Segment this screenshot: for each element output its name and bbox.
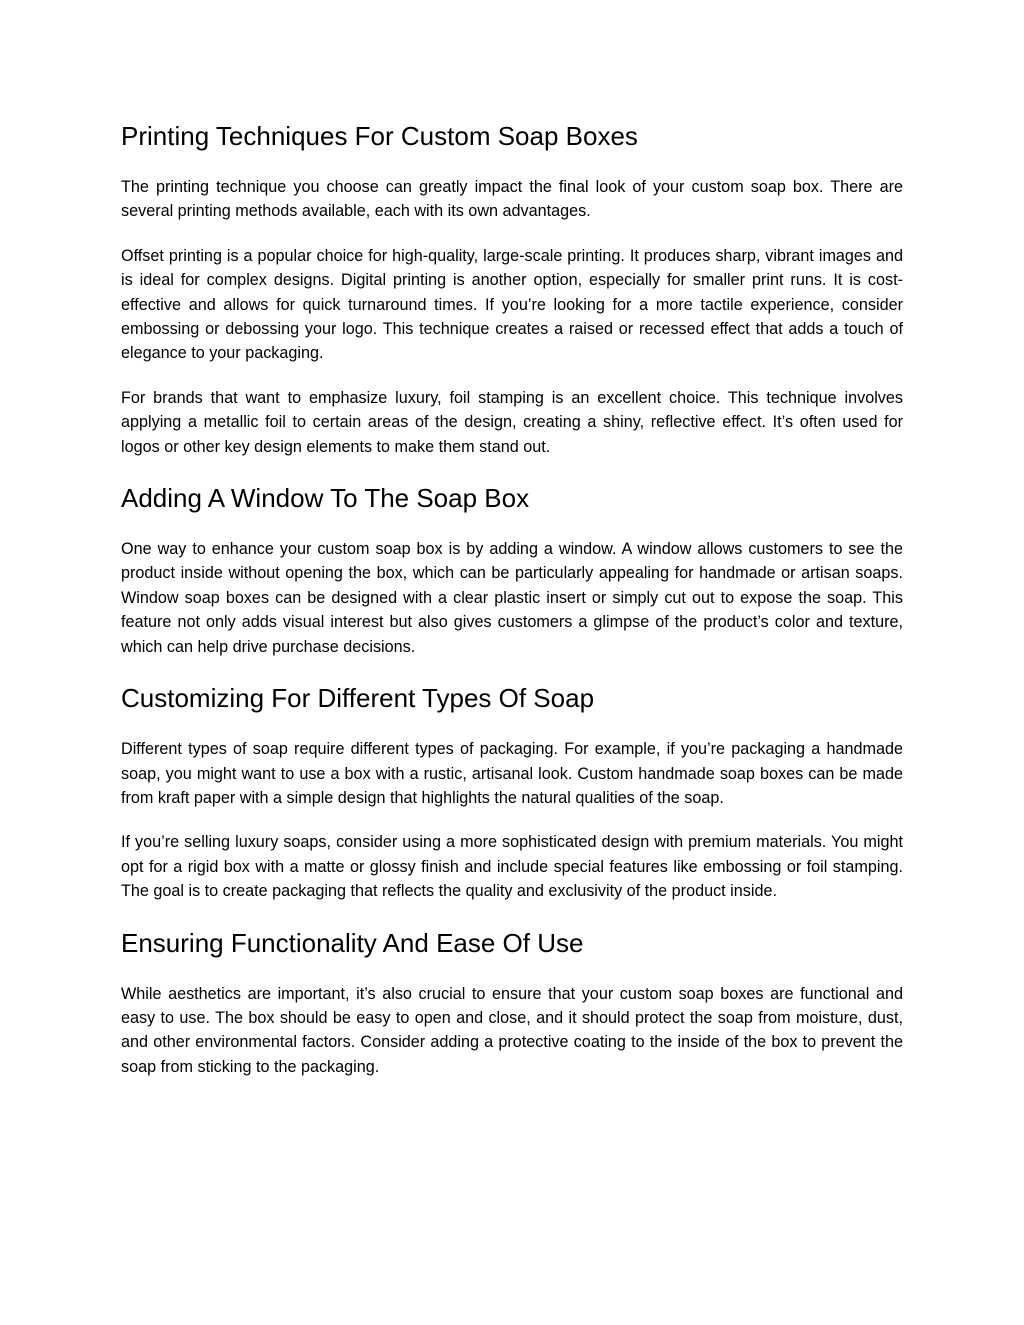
paragraph-offset-digital-printing: Offset printing is a popular choice for high-quality, large-scale printing. It produces sharp, vibrant images and is ideal for complex designs. Digital printing is another option, especially for smaller print runs. It is cost-effective and allows for quick turnaround times. If you’re looking for a more tactile experience, consider embossing or debossing your logo. This technique creates a raised or recessed effect that adds a touch of elegance to your packaging. — [121, 246, 903, 363]
section-heading-customizing-soap-types: Customizing For Different Types Of Soap — [121, 683, 595, 714]
paragraph-window-soap-box: One way to enhance your custom soap box is by adding a window. A window allows customers to see the product inside without opening the box, which can be particularly appealing for handmade or artisan soaps. Window soap boxes can be designed with a clear plastic insert or simply cut out to expose the soap. This feature not only adds visual interest but also gives customers a glimpse of the product’s color and texture, which can help drive purchase decisions. — [121, 540, 903, 656]
paragraph-handmade-soap-packaging: Different types of soap require different types of packaging. For example, if you’re packaging a handmade soap, you might want to use a box with a rustic, artisanal look. Custom handmade soap boxes can be made from kraft paper with a simple design that highlights the natural qualities of the soap. — [121, 740, 903, 807]
paragraph-functionality-ease-of-use: While aesthetics are important, it’s also crucial to ensure that your custom soap boxes are functional and easy to use. The box should be easy to open and close, and it should protect the soap from moisture, dust, and other environmental factors. Consider adding a protective coating to the inside of the box to prevent the soap from sticking to the packaging. — [121, 984, 903, 1076]
section-heading-adding-window: Adding A Window To The Soap Box — [121, 483, 530, 514]
paragraph-foil-stamping: For brands that want to emphasize luxury, foil stamping is an excellent choice. This technique involves applying a metallic foil to certain areas of the design, creating a shiny, reflective effect. It’s often used for logos or other key design elements to make them stand out. — [121, 388, 903, 456]
section-heading-printing-techniques: Printing Techniques For Custom Soap Boxes — [121, 121, 638, 151]
section-heading-functionality: Ensuring Functionality And Ease Of Use — [121, 927, 584, 958]
paragraph-printing-intro: The printing technique you choose can greatly impact the final look of your custom soap box. There are several printing methods available, each with its own advantages. — [121, 178, 903, 221]
document-page — [121, 118, 903, 1079]
paragraph-luxury-soap-packaging: If you’re selling luxury soaps, consider using a more sophisticated design with premium materials. You might opt for a rigid box with a matte or glossy finish and include special features like embossing or foil stamping. The goal is to create packaging that reflects the quality and exclusivity of the product inside. — [121, 833, 903, 901]
